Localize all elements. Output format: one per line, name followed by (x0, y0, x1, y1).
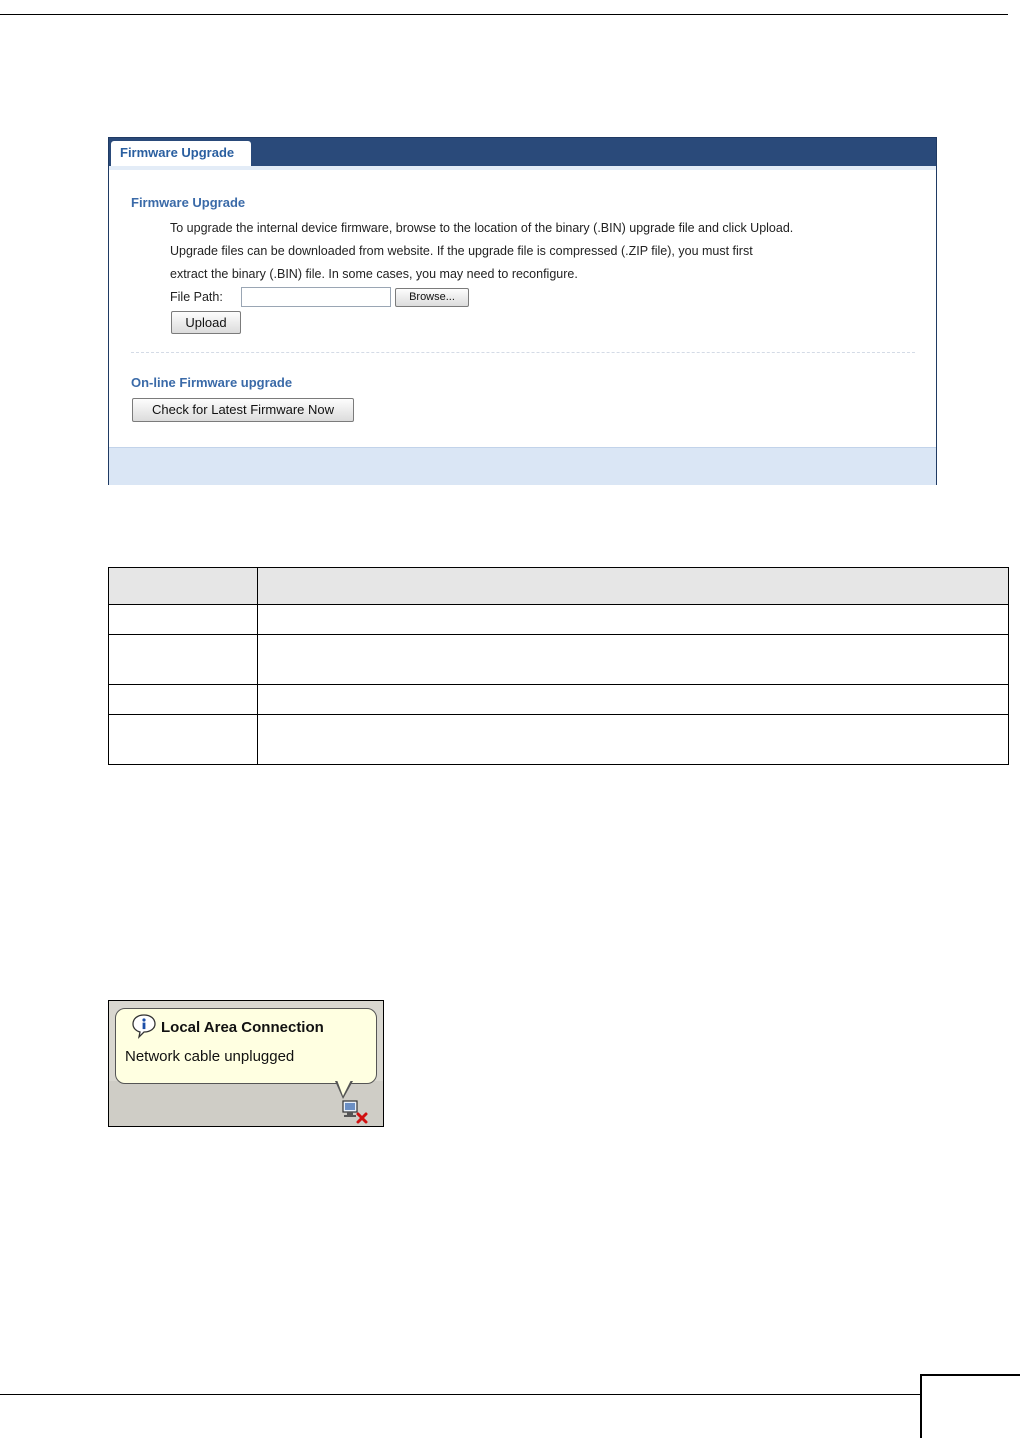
description-line-1: To upgrade the internal device firmware, browse to the location of the binary (.BIN) upgrade file and click Upload. (170, 221, 794, 235)
section-divider (131, 352, 915, 353)
table-cell (258, 715, 1009, 765)
table-cell (109, 685, 258, 715)
table-cell (109, 635, 258, 685)
firmware-upgrade-panel (108, 137, 937, 485)
field-description-table (108, 567, 1009, 765)
table-row (109, 605, 1009, 635)
page-number-box (920, 1374, 1020, 1438)
table-row (109, 685, 1009, 715)
table-cell (109, 715, 258, 765)
file-path-input[interactable] (241, 287, 391, 307)
file-path-label: File Path: (170, 290, 223, 304)
panel-header-separator (109, 166, 936, 170)
description-line-2: Upgrade files can be downloaded from website. If the upgrade file is compressed (.ZIP file), you must first (170, 244, 753, 258)
notification-message: Network cable unplugged (125, 1048, 295, 1065)
table-cell (258, 605, 1009, 635)
info-icon (131, 1013, 157, 1039)
online-upgrade-section-title: On-line Firmware upgrade (131, 375, 293, 390)
table-cell (258, 685, 1009, 715)
top-rule (0, 14, 1008, 15)
panel-footer (109, 447, 936, 485)
table-header-row (109, 568, 1009, 605)
table-cell (109, 605, 258, 635)
notification-title: Local Area Connection (161, 1019, 324, 1036)
network-disconnected-icon[interactable] (341, 1097, 371, 1125)
description-line-3: extract the binary (.BIN) file. In some cases, you may need to reconfigure. (170, 267, 578, 281)
check-latest-firmware-button[interactable]: Check for Latest Firmware Now (132, 398, 354, 422)
footer-rule (0, 1394, 920, 1395)
table-header-description (258, 568, 1009, 605)
table-row (109, 715, 1009, 765)
upload-button[interactable]: Upload (171, 311, 241, 334)
tab-firmware-upgrade[interactable]: Firmware Upgrade (111, 141, 251, 167)
table-header-label (109, 568, 258, 605)
browse-button[interactable]: Browse... (395, 288, 469, 307)
firmware-upgrade-section-title: Firmware Upgrade (131, 195, 246, 210)
network-notification-screenshot (108, 1000, 384, 1127)
table-row (109, 635, 1009, 685)
balloon-tail-fill (337, 1080, 351, 1096)
table-cell (258, 635, 1009, 685)
